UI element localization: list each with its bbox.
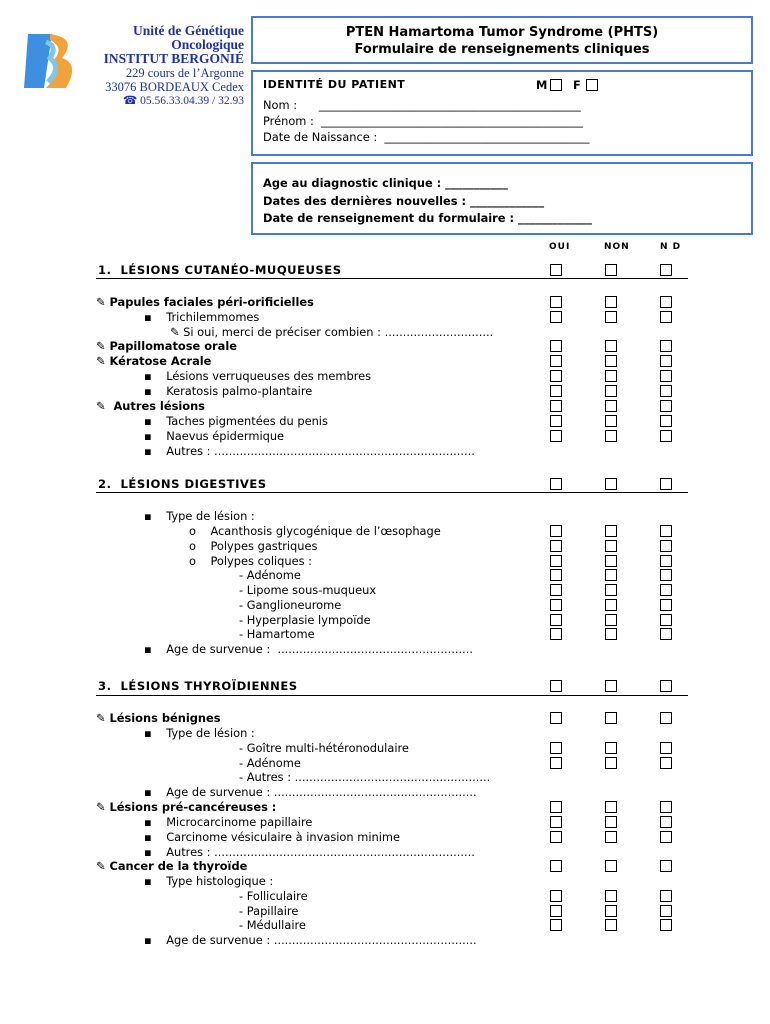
sex-f-checkbox[interactable] [586, 79, 598, 91]
form-item-label: - Ganglioneurome [239, 598, 342, 612]
checkbox-non[interactable] [605, 614, 617, 626]
checkbox-non[interactable] [605, 584, 617, 596]
checkbox-oui[interactable] [550, 525, 562, 537]
checkbox-oui[interactable] [550, 400, 562, 412]
checkbox-nd[interactable] [660, 569, 672, 581]
checkbox-non[interactable] [605, 370, 617, 382]
checkbox-nd[interactable] [660, 355, 672, 367]
checkbox-nd[interactable] [660, 890, 672, 902]
institut-bergonie-logo [22, 32, 80, 90]
checkbox-non[interactable] [605, 905, 617, 917]
checkbox-nd[interactable] [660, 385, 672, 397]
prenom-field[interactable]: Prénom : ______________________________________________ [263, 114, 584, 128]
checkbox-non[interactable] [605, 340, 617, 352]
checkbox-oui[interactable] [550, 385, 562, 397]
checkbox-oui[interactable] [550, 757, 562, 769]
form-item-label: ▪ Lésions verruqueuses des membres [144, 369, 372, 383]
form-item-label: - Papillaire [239, 904, 299, 918]
form-item-label: ▪ Autres : ........................................................................ [144, 444, 475, 458]
checkbox-nd[interactable] [660, 628, 672, 640]
sex-m-label: M [536, 78, 548, 92]
nom-field[interactable]: Nom : ______________________________________________ [263, 98, 581, 112]
checkbox-non[interactable] [605, 478, 617, 490]
form-item-label: ▪ Naevus épidermique [144, 429, 285, 443]
institution-city: 33076 BORDEAUX Cedex [105, 80, 244, 94]
form-item-label: ✎ Cancer de la thyroïde [96, 859, 248, 873]
form-title-box [251, 16, 753, 64]
institution-line2: Oncologique [171, 37, 244, 52]
checkbox-nd[interactable] [660, 919, 672, 931]
checkbox-non[interactable] [605, 311, 617, 323]
checkbox-nd[interactable] [660, 478, 672, 490]
checkbox-oui[interactable] [550, 311, 562, 323]
form-item-label: ▪ Type de lésion : [144, 509, 255, 523]
form-item-label: - Adénome [239, 568, 301, 582]
checkbox-nd[interactable] [660, 430, 672, 442]
checkbox-nd[interactable] [660, 801, 672, 813]
checkbox-nd[interactable] [660, 525, 672, 537]
checkbox-nd[interactable] [660, 905, 672, 917]
institution-name: INSTITUT BERGONIÉ [103, 51, 244, 66]
column-header-non: NON [604, 242, 630, 252]
checkbox-non[interactable] [605, 599, 617, 611]
checkbox-oui[interactable] [550, 355, 562, 367]
checkbox-nd[interactable] [660, 540, 672, 552]
patient-identity-box [251, 70, 753, 156]
form-title: PTEN Hamartoma Tumor Syndrome (PHTS) [345, 25, 659, 40]
column-header-oui: OUI [549, 242, 571, 252]
section-divider [96, 278, 688, 279]
checkbox-oui[interactable] [550, 816, 562, 828]
diagnosis-box [251, 162, 753, 235]
form-item-label: ▪ Taches pigmentées du penis [144, 414, 328, 428]
form-item-label: ✎ Lésions bénignes [96, 711, 221, 725]
checkbox-non[interactable] [605, 757, 617, 769]
checkbox-oui[interactable] [550, 614, 562, 626]
checkbox-oui[interactable] [550, 712, 562, 724]
sex-m-checkbox[interactable] [550, 79, 562, 91]
form-item-label: ✎ Papillomatose orale [96, 339, 237, 353]
checkbox-nd[interactable] [660, 555, 672, 567]
form-item-label: o Polypes gastriques [189, 539, 318, 553]
form-item-label: - Adénome [239, 756, 301, 770]
checkbox-nd[interactable] [660, 370, 672, 382]
checkbox-nd[interactable] [660, 599, 672, 611]
institution-phone: ☎ 05.56.33.04.39 / 32.93 [122, 95, 244, 107]
section-heading: 1. LÉSIONS CUTANÉO-MUQUEUSES [98, 263, 342, 277]
form-subtitle: Formulaire de renseignements cliniques [354, 42, 650, 57]
checkbox-non[interactable] [605, 400, 617, 412]
checkbox-non[interactable] [605, 680, 617, 692]
checkbox-oui[interactable] [550, 478, 562, 490]
checkbox-non[interactable] [605, 712, 617, 724]
checkbox-nd[interactable] [660, 860, 672, 872]
checkbox-non[interactable] [605, 430, 617, 442]
checkbox-oui[interactable] [550, 569, 562, 581]
checkbox-non[interactable] [605, 555, 617, 567]
checkbox-nd[interactable] [660, 742, 672, 754]
checkbox-oui[interactable] [550, 890, 562, 902]
checkbox-non[interactable] [605, 742, 617, 754]
age-diagnostic-field[interactable]: Age au diagnostic clinique : ___________ [263, 176, 508, 190]
column-header-nd: N D [660, 242, 682, 252]
checkbox-nd[interactable] [660, 264, 672, 276]
date-naissance-field[interactable]: Date de Naissance : ____________________________________ [263, 130, 590, 144]
checkbox-oui[interactable] [550, 370, 562, 382]
checkbox-nd[interactable] [660, 712, 672, 724]
form-item-label: - Autres : ...................................................... [239, 770, 491, 784]
institution-address: 229 cours de l’Argonne [125, 66, 244, 80]
checkbox-oui[interactable] [550, 584, 562, 596]
checkbox-non[interactable] [605, 355, 617, 367]
institution-line1: Unité de Génétique [133, 23, 244, 38]
section-divider [96, 695, 688, 696]
form-item-label: ▪ Age de survenue : ........................................................ [144, 785, 477, 799]
checkbox-non[interactable] [605, 264, 617, 276]
form-item-label: ✎ Kératose Acrale [96, 354, 212, 368]
form-item-label: o Polypes coliques : [189, 554, 312, 568]
form-item-label: ✎ Autres lésions [96, 399, 205, 413]
sex-f-label: F [573, 78, 581, 92]
checkbox-non[interactable] [605, 801, 617, 813]
checkbox-nd[interactable] [660, 340, 672, 352]
form-item-label: o Acanthosis glycogénique de l’œsophage [189, 524, 441, 538]
dates-nouvelles-field[interactable]: Dates des dernières nouvelles : _____________ [263, 194, 545, 208]
checkbox-oui[interactable] [550, 599, 562, 611]
checkbox-oui[interactable] [550, 801, 562, 813]
checkbox-nd[interactable] [660, 311, 672, 323]
checkbox-oui[interactable] [550, 340, 562, 352]
form-item-label: - Hyperplasie lympoïde [239, 613, 371, 627]
form-item-label: ▪ Age de survenue : ........................................................ [144, 933, 477, 947]
date-renseignement-field[interactable]: Date de renseignement du formulaire : _____________ [263, 211, 593, 225]
section-heading: 2. LÉSIONS DIGESTIVES [98, 477, 267, 491]
form-item-label: ✎ Lésions pré-cancéreuses : [96, 800, 277, 814]
checkbox-non[interactable] [605, 816, 617, 828]
checkbox-non[interactable] [605, 890, 617, 902]
checkbox-non[interactable] [605, 860, 617, 872]
checkbox-nd[interactable] [660, 584, 672, 596]
form-item-label: ▪ Carcinome vésiculaire à invasion minime [144, 830, 400, 844]
checkbox-oui[interactable] [550, 919, 562, 931]
checkbox-non[interactable] [605, 525, 617, 537]
checkbox-oui[interactable] [550, 742, 562, 754]
checkbox-oui[interactable] [550, 860, 562, 872]
checkbox-nd[interactable] [660, 831, 672, 843]
form-item-label: ▪ Microcarcinome papillaire [144, 815, 313, 829]
form-item-label: - Lipome sous-muqueux [239, 583, 377, 597]
identity-heading: IDENTITÉ DU PATIENT [263, 78, 406, 91]
checkbox-nd[interactable] [660, 680, 672, 692]
checkbox-non[interactable] [605, 385, 617, 397]
checkbox-oui[interactable] [550, 831, 562, 843]
checkbox-non[interactable] [605, 628, 617, 640]
checkbox-oui[interactable] [550, 540, 562, 552]
checkbox-nd[interactable] [660, 816, 672, 828]
checkbox-non[interactable] [605, 831, 617, 843]
checkbox-oui[interactable] [550, 555, 562, 567]
form-item-label: ✎ Papules faciales péri-orificielles [96, 295, 314, 309]
checkbox-oui[interactable] [550, 296, 562, 308]
form-item-label: ✎ Si oui, merci de préciser combien : .............................. [170, 325, 494, 339]
checkbox-nd[interactable] [660, 757, 672, 769]
checkbox-nd[interactable] [660, 296, 672, 308]
institution-block [84, 24, 244, 108]
checkbox-oui[interactable] [550, 680, 562, 692]
form-item-label: - Hamartome [239, 627, 315, 641]
form-item-label: - Folliculaire [239, 889, 308, 903]
section-divider [96, 492, 688, 493]
form-item-label: ▪ Age de survenue : ...................................................... [144, 642, 473, 656]
form-item-label: ▪ Autres : ........................................................................ [144, 845, 475, 859]
form-item-label: - Médullaire [239, 918, 306, 932]
checkbox-non[interactable] [605, 415, 617, 427]
checkbox-non[interactable] [605, 919, 617, 931]
section-heading: 3. LÉSIONS THYROÏDIENNES [98, 679, 298, 693]
checkbox-non[interactable] [605, 540, 617, 552]
form-item-label: ▪ Trichilemmomes [144, 310, 260, 324]
checkbox-oui[interactable] [550, 430, 562, 442]
checkbox-oui[interactable] [550, 264, 562, 276]
checkbox-oui[interactable] [550, 905, 562, 917]
checkbox-non[interactable] [605, 569, 617, 581]
form-item-label: ▪ Type de lésion : [144, 726, 255, 740]
checkbox-nd[interactable] [660, 415, 672, 427]
checkbox-non[interactable] [605, 296, 617, 308]
checkbox-nd[interactable] [660, 400, 672, 412]
form-item-label: ▪ Keratosis palmo-plantaire [144, 384, 313, 398]
checkbox-oui[interactable] [550, 415, 562, 427]
form-item-label: - Goître multi-hétéronodulaire [239, 741, 409, 755]
checkbox-oui[interactable] [550, 628, 562, 640]
checkbox-nd[interactable] [660, 614, 672, 626]
form-item-label: ▪ Type histologique : [144, 874, 274, 888]
